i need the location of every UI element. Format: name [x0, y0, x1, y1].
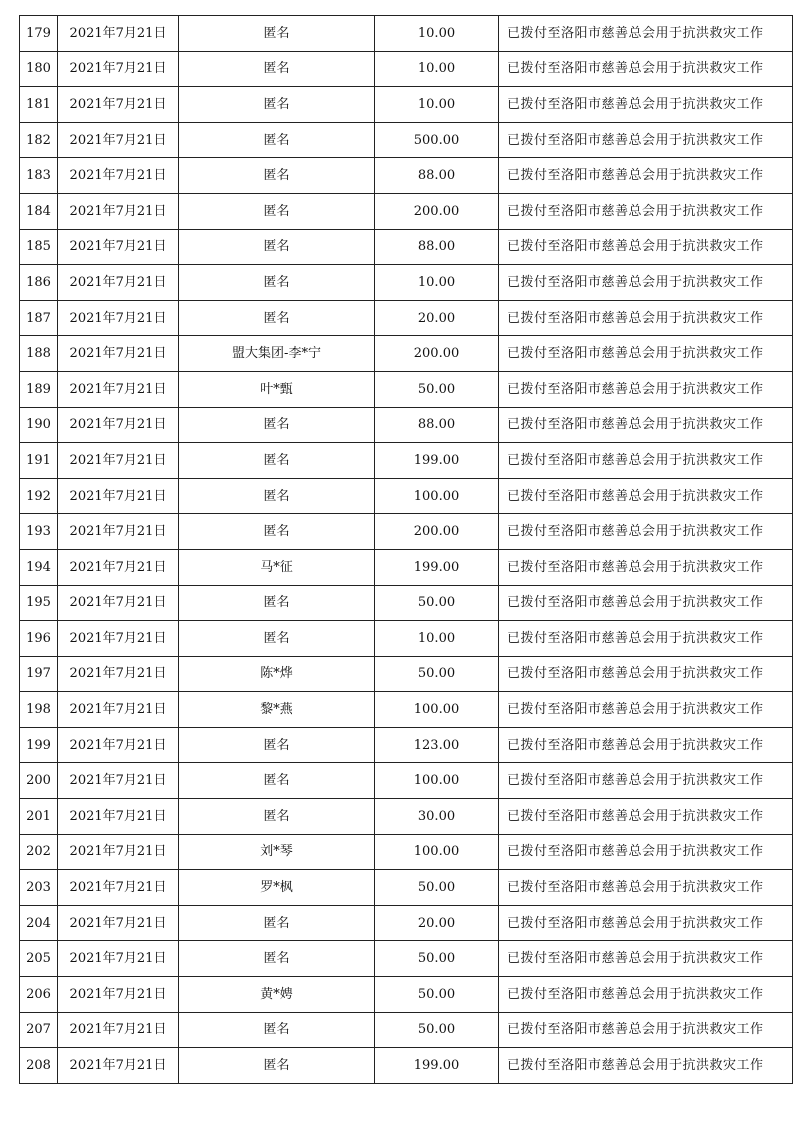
table-row: [20, 371, 793, 407]
donation-amount-cell: 200.00: [375, 336, 499, 372]
row-number-cell: 199: [20, 727, 58, 763]
donation-amount-cell: 10.00: [375, 87, 499, 123]
usage-note-cell: 已拨付至洛阳市慈善总会用于抗洪救灾工作: [499, 300, 793, 336]
table-row: [20, 941, 793, 977]
usage-note-cell: 已拨付至洛阳市慈善总会用于抗洪救灾工作: [499, 727, 793, 763]
usage-note-cell: 已拨付至洛阳市慈善总会用于抗洪救灾工作: [499, 336, 793, 372]
donation-amount-cell: 100.00: [375, 478, 499, 514]
row-number-cell: 203: [20, 870, 58, 906]
donation-date-cell: 2021年7月21日: [58, 443, 179, 479]
donor-name-cell: 匿名: [179, 621, 375, 657]
row-number-cell: 189: [20, 371, 58, 407]
row-number-cell: 184: [20, 193, 58, 229]
usage-note-cell: 已拨付至洛阳市慈善总会用于抗洪救灾工作: [499, 834, 793, 870]
usage-note-cell: 已拨付至洛阳市慈善总会用于抗洪救灾工作: [499, 1012, 793, 1048]
table-row: [20, 727, 793, 763]
donation-amount-cell: 10.00: [375, 621, 499, 657]
donation-amount-cell: 199.00: [375, 549, 499, 585]
usage-note-cell: 已拨付至洛阳市慈善总会用于抗洪救灾工作: [499, 585, 793, 621]
usage-note-cell: 已拨付至洛阳市慈善总会用于抗洪救灾工作: [499, 799, 793, 835]
donation-date-cell: 2021年7月21日: [58, 870, 179, 906]
donor-name-cell: 匿名: [179, 727, 375, 763]
donor-name-cell: 匿名: [179, 941, 375, 977]
donation-amount-cell: 50.00: [375, 870, 499, 906]
donation-amount-cell: 88.00: [375, 158, 499, 194]
usage-note-cell: 已拨付至洛阳市慈善总会用于抗洪救灾工作: [499, 692, 793, 728]
row-number-cell: 181: [20, 87, 58, 123]
donation-table-body: [20, 16, 793, 1084]
donor-name-cell: 刘*琴: [179, 834, 375, 870]
table-row: [20, 1048, 793, 1084]
table-row: [20, 193, 793, 229]
usage-note-cell: 已拨付至洛阳市慈善总会用于抗洪救灾工作: [499, 265, 793, 301]
row-number-cell: 191: [20, 443, 58, 479]
donor-name-cell: 盟大集团-李*宁: [179, 336, 375, 372]
donation-amount-cell: 10.00: [375, 16, 499, 52]
donor-name-cell: 匿名: [179, 51, 375, 87]
donation-date-cell: 2021年7月21日: [58, 834, 179, 870]
row-number-cell: 206: [20, 977, 58, 1013]
usage-note-cell: 已拨付至洛阳市慈善总会用于抗洪救灾工作: [499, 87, 793, 123]
donation-amount-cell: 20.00: [375, 300, 499, 336]
row-number-cell: 193: [20, 514, 58, 550]
usage-note-cell: 已拨付至洛阳市慈善总会用于抗洪救灾工作: [499, 158, 793, 194]
donation-date-cell: 2021年7月21日: [58, 514, 179, 550]
donation-date-cell: 2021年7月21日: [58, 941, 179, 977]
usage-note-cell: 已拨付至洛阳市慈善总会用于抗洪救灾工作: [499, 977, 793, 1013]
table-row: [20, 585, 793, 621]
donation-amount-cell: 10.00: [375, 265, 499, 301]
table-row: [20, 799, 793, 835]
table-row: [20, 300, 793, 336]
donor-name-cell: 匿名: [179, 265, 375, 301]
donation-date-cell: 2021年7月21日: [58, 692, 179, 728]
table-row: [20, 656, 793, 692]
table-row: [20, 407, 793, 443]
donation-amount-cell: 123.00: [375, 727, 499, 763]
donation-date-cell: 2021年7月21日: [58, 122, 179, 158]
table-row: [20, 443, 793, 479]
donor-name-cell: 匿名: [179, 122, 375, 158]
donation-date-cell: 2021年7月21日: [58, 51, 179, 87]
donation-date-cell: 2021年7月21日: [58, 407, 179, 443]
donor-name-cell: 匿名: [179, 407, 375, 443]
table-row: [20, 16, 793, 52]
row-number-cell: 194: [20, 549, 58, 585]
donation-date-cell: 2021年7月21日: [58, 265, 179, 301]
table-row: [20, 549, 793, 585]
donation-date-cell: 2021年7月21日: [58, 585, 179, 621]
donation-amount-cell: 50.00: [375, 941, 499, 977]
donation-date-cell: 2021年7月21日: [58, 158, 179, 194]
row-number-cell: 197: [20, 656, 58, 692]
usage-note-cell: 已拨付至洛阳市慈善总会用于抗洪救灾工作: [499, 514, 793, 550]
usage-note-cell: 已拨付至洛阳市慈善总会用于抗洪救灾工作: [499, 656, 793, 692]
donor-name-cell: 匿名: [179, 763, 375, 799]
donor-name-cell: 黎*燕: [179, 692, 375, 728]
table-row: [20, 692, 793, 728]
row-number-cell: 208: [20, 1048, 58, 1084]
donation-date-cell: 2021年7月21日: [58, 336, 179, 372]
usage-note-cell: 已拨付至洛阳市慈善总会用于抗洪救灾工作: [499, 371, 793, 407]
donation-amount-cell: 100.00: [375, 763, 499, 799]
table-row: [20, 621, 793, 657]
usage-note-cell: 已拨付至洛阳市慈善总会用于抗洪救灾工作: [499, 941, 793, 977]
donation-amount-cell: 30.00: [375, 799, 499, 835]
usage-note-cell: 已拨付至洛阳市慈善总会用于抗洪救灾工作: [499, 870, 793, 906]
donation-amount-cell: 100.00: [375, 834, 499, 870]
usage-note-cell: 已拨付至洛阳市慈善总会用于抗洪救灾工作: [499, 407, 793, 443]
table-row: [20, 158, 793, 194]
donation-amount-cell: 88.00: [375, 229, 499, 265]
usage-note-cell: 已拨付至洛阳市慈善总会用于抗洪救灾工作: [499, 16, 793, 52]
row-number-cell: 202: [20, 834, 58, 870]
donation-date-cell: 2021年7月21日: [58, 1048, 179, 1084]
usage-note-cell: 已拨付至洛阳市慈善总会用于抗洪救灾工作: [499, 621, 793, 657]
donation-date-cell: 2021年7月21日: [58, 478, 179, 514]
usage-note-cell: 已拨付至洛阳市慈善总会用于抗洪救灾工作: [499, 763, 793, 799]
donation-amount-cell: 50.00: [375, 656, 499, 692]
row-number-cell: 182: [20, 122, 58, 158]
table-row: [20, 51, 793, 87]
table-row: [20, 1012, 793, 1048]
donor-name-cell: 匿名: [179, 193, 375, 229]
donation-date-cell: 2021年7月21日: [58, 1012, 179, 1048]
donation-date-cell: 2021年7月21日: [58, 371, 179, 407]
usage-note-cell: 已拨付至洛阳市慈善总会用于抗洪救灾工作: [499, 229, 793, 265]
table-row: [20, 905, 793, 941]
row-number-cell: 188: [20, 336, 58, 372]
row-number-cell: 205: [20, 941, 58, 977]
row-number-cell: 183: [20, 158, 58, 194]
donation-date-cell: 2021年7月21日: [58, 977, 179, 1013]
donor-name-cell: 匿名: [179, 478, 375, 514]
donation-amount-cell: 10.00: [375, 51, 499, 87]
donor-name-cell: 匿名: [179, 229, 375, 265]
usage-note-cell: 已拨付至洛阳市慈善总会用于抗洪救灾工作: [499, 549, 793, 585]
donation-amount-cell: 100.00: [375, 692, 499, 728]
table-row: [20, 514, 793, 550]
row-number-cell: 195: [20, 585, 58, 621]
table-row: [20, 87, 793, 123]
donation-amount-cell: 50.00: [375, 371, 499, 407]
donor-name-cell: 匿名: [179, 799, 375, 835]
usage-note-cell: 已拨付至洛阳市慈善总会用于抗洪救灾工作: [499, 443, 793, 479]
donation-date-cell: 2021年7月21日: [58, 549, 179, 585]
donation-date-cell: 2021年7月21日: [58, 799, 179, 835]
donor-name-cell: 匿名: [179, 514, 375, 550]
donor-name-cell: 马*征: [179, 549, 375, 585]
donation-date-cell: 2021年7月21日: [58, 656, 179, 692]
row-number-cell: 185: [20, 229, 58, 265]
donation-date-cell: 2021年7月21日: [58, 300, 179, 336]
donation-table: [19, 15, 793, 1084]
table-row: [20, 478, 793, 514]
donation-date-cell: 2021年7月21日: [58, 193, 179, 229]
donor-name-cell: 匿名: [179, 158, 375, 194]
donation-date-cell: 2021年7月21日: [58, 763, 179, 799]
donation-amount-cell: 199.00: [375, 443, 499, 479]
donor-name-cell: 黄*娉: [179, 977, 375, 1013]
donation-date-cell: 2021年7月21日: [58, 87, 179, 123]
donation-amount-cell: 88.00: [375, 407, 499, 443]
row-number-cell: 201: [20, 799, 58, 835]
donation-date-cell: 2021年7月21日: [58, 16, 179, 52]
row-number-cell: 192: [20, 478, 58, 514]
usage-note-cell: 已拨付至洛阳市慈善总会用于抗洪救灾工作: [499, 478, 793, 514]
table-row: [20, 122, 793, 158]
row-number-cell: 180: [20, 51, 58, 87]
table-row: [20, 977, 793, 1013]
donor-name-cell: 匿名: [179, 16, 375, 52]
donation-amount-cell: 50.00: [375, 1012, 499, 1048]
row-number-cell: 207: [20, 1012, 58, 1048]
donation-date-cell: 2021年7月21日: [58, 621, 179, 657]
donor-name-cell: 匿名: [179, 905, 375, 941]
donor-name-cell: 匿名: [179, 300, 375, 336]
donation-amount-cell: 200.00: [375, 193, 499, 229]
usage-note-cell: 已拨付至洛阳市慈善总会用于抗洪救灾工作: [499, 193, 793, 229]
row-number-cell: 187: [20, 300, 58, 336]
table-row: [20, 265, 793, 301]
row-number-cell: 198: [20, 692, 58, 728]
donation-amount-cell: 50.00: [375, 977, 499, 1013]
table-row: [20, 336, 793, 372]
donor-name-cell: 匿名: [179, 443, 375, 479]
donation-amount-cell: 50.00: [375, 585, 499, 621]
row-number-cell: 200: [20, 763, 58, 799]
row-number-cell: 196: [20, 621, 58, 657]
donation-date-cell: 2021年7月21日: [58, 905, 179, 941]
donor-name-cell: 罗*枫: [179, 870, 375, 906]
donor-name-cell: 匿名: [179, 87, 375, 123]
donor-name-cell: 匿名: [179, 1012, 375, 1048]
donor-name-cell: 叶*甄: [179, 371, 375, 407]
row-number-cell: 179: [20, 16, 58, 52]
table-row: [20, 870, 793, 906]
usage-note-cell: 已拨付至洛阳市慈善总会用于抗洪救灾工作: [499, 122, 793, 158]
donor-name-cell: 陈*烨: [179, 656, 375, 692]
donation-date-cell: 2021年7月21日: [58, 727, 179, 763]
donation-amount-cell: 500.00: [375, 122, 499, 158]
donation-amount-cell: 199.00: [375, 1048, 499, 1084]
table-row: [20, 834, 793, 870]
row-number-cell: 186: [20, 265, 58, 301]
donation-amount-cell: 200.00: [375, 514, 499, 550]
usage-note-cell: 已拨付至洛阳市慈善总会用于抗洪救灾工作: [499, 51, 793, 87]
donor-name-cell: 匿名: [179, 1048, 375, 1084]
donation-date-cell: 2021年7月21日: [58, 229, 179, 265]
usage-note-cell: 已拨付至洛阳市慈善总会用于抗洪救灾工作: [499, 905, 793, 941]
donor-name-cell: 匿名: [179, 585, 375, 621]
row-number-cell: 190: [20, 407, 58, 443]
donation-amount-cell: 20.00: [375, 905, 499, 941]
table-row: [20, 763, 793, 799]
row-number-cell: 204: [20, 905, 58, 941]
usage-note-cell: 已拨付至洛阳市慈善总会用于抗洪救灾工作: [499, 1048, 793, 1084]
table-row: [20, 229, 793, 265]
